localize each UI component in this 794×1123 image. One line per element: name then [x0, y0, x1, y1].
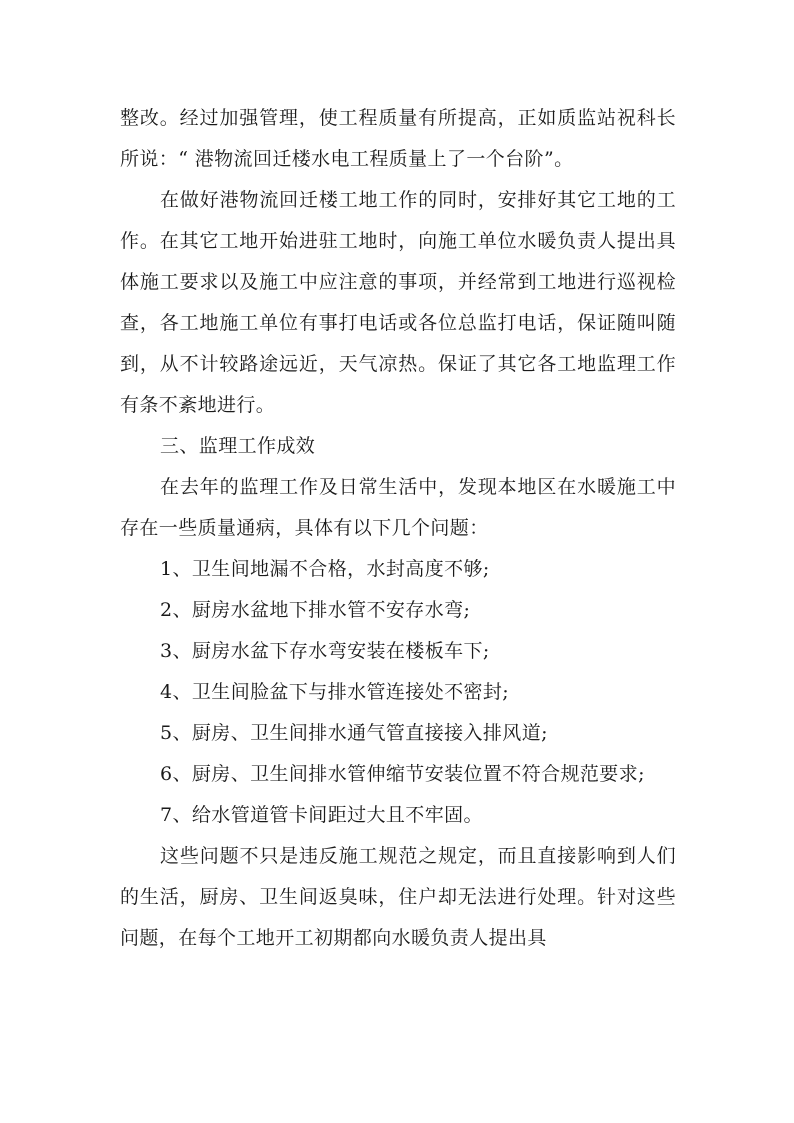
list-item: 6、厨房、卫生间排水管伸缩节安装位置不符合规范要求;	[160, 763, 645, 785]
list-item: 3、厨房水盆下存水弯安装在楼板车下;	[160, 640, 490, 662]
paragraph-other-sites: 在做好港物流回迁楼工地工作的同时，安排好其它工地的工作。在其它工地开始进驻工地时，向施工单位水暖负责人提出具体施工要求以及施工中应注意的事项，并经常到工地进行巡视检查，各工地施工单位有事打电话或各位总监打电话，保证随叫随到，从不计较路途远近，天气凉热。保证了其它各工地监理工作有条不紊地进行。	[120, 189, 676, 416]
paragraph-common-problems: 在去年的监理工作及日常生活中，发现本地区在水暖施工中存在一些质量通病，具体有以下几个问题：	[120, 476, 676, 539]
list-item: 5、厨房、卫生间排水通气管直接接入排风道;	[160, 722, 548, 744]
list-item: 4、卫生间脸盆下与排水管连接处不密封;	[160, 681, 510, 703]
section-heading-results: 三、监理工作成效	[160, 435, 316, 457]
list-item: 1、卫生间地漏不合格，水封高度不够;	[160, 558, 490, 580]
list-item: 2、厨房水盆地下排水管不安存水弯;	[160, 599, 471, 621]
paragraph-continuation: 整改。经过加强管理，使工程质量有所提高，正如质监站祝科长所说：“ 港物流回迁楼水电工程质量上了一个台阶”。	[120, 107, 676, 170]
paragraph-impact: 这些问题不只是违反施工规范之规定，而且直接影响到人们的生活，厨房、卫生间返臭味，住户却无法进行处理。针对这些问题，在每个工地开工初期都向水暖负责人提出具	[120, 845, 676, 949]
list-item: 7、给水管道管卡间距过大且不牢固。	[160, 804, 483, 826]
document-body	[120, 98, 676, 959]
